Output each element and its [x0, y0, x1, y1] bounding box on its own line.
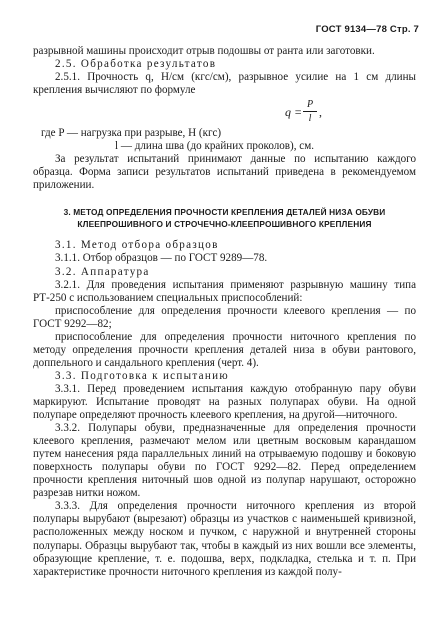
formula-lhs: q = — [285, 105, 303, 120]
paragraph-result: За результат испытаний принимают данные по испытанию каждого образца. Форма записи результатов испытаний приведена в рекомендуемом приложении. — [33, 153, 416, 192]
heading-3-3: 3.3. Подготовка к испытанию — [55, 369, 229, 382]
formula-fraction — [303, 99, 317, 124]
paragraph-tool-2: приспособление для определения прочности ниточного крепления по методу определения прочности крепления деталей низа в обуви рантового, доппельного и сандального крепления (черт. 4). — [33, 330, 416, 369]
formula-denominator: l — [308, 113, 312, 125]
paragraph-2-5-1: 2.5.1. Прочность q, Н/см (кгс/см), разрывное усилие на 1 см длины крепления вычисляют по формуле — [33, 71, 416, 97]
fraction-bar — [303, 111, 317, 112]
heading-3-2: 3.2. Аппаратура — [55, 265, 150, 278]
section-3-title: 3. МЕТОД ОПРЕДЕЛЕНИЯ ПРОЧНОСТИ КРЕПЛЕНИЯ ДЕТАЛЕЙ НИЗА ОБУВИ КЛЕЕПРОШИВНОГО И СТРОЧЕЧНО-КЛЕЕПРОШИВНОГО КРЕПЛЕНИЯ — [63, 207, 386, 230]
formula-where-l: l — длина шва (до крайних проколов), см. — [115, 140, 314, 153]
formula — [33, 99, 416, 127]
paragraph-tool-1: приспособление для определения прочности клеевого крепления — по ГОСТ 9292—82; — [33, 304, 416, 330]
paragraph-3-3-3: 3.3.3. Для определения прочности ниточного крепления из второй полупары вырубают (вырезают) образцы из участков с наименьшей кривизной, расположенных между носком и пучком, с наружной и внутренней стороны полупары. Образцы вырубают так, чтобы в каждый из них вошли все элементы, образующие крепление, т. е. подошва, верх, подкладка, стелька и т. п. При характеристике прочности ниточного крепления из каждой полу- — [33, 500, 416, 578]
formula-comma: , — [319, 105, 322, 120]
heading-3-1: 3.1. Метод отбора образцов — [55, 239, 219, 252]
page-header: ГОСТ 9134—78 Стр. 7 — [315, 24, 419, 35]
paragraph-continuation: разрывной машины происходит отрыв подошвы от ранта или заготовки. — [33, 45, 375, 57]
document-body — [33, 45, 416, 579]
paragraph-3-3-2: 3.3.2. Полупары обуви, предназначенные для определения прочности клеевого крепления, размечают мелом или цветным восковым карандашом путем нанесения ряда параллельных линий на отрываемую подошву и боковую поверхность полупары обуви по ГОСТ 9292—82. Перед определением прочности крепления ниточный шов одной из полупар нарушают, осторожно разрезав нитки ножом. — [33, 422, 416, 500]
heading-2-5: 2.5. Обработка результатов — [55, 58, 217, 71]
paragraph-3-2-1: 3.2.1. Для проведения испытания применяют разрывную машину типа РТ-250 с использованием специальных приспособлений: — [33, 278, 416, 304]
formula-numerator: P — [306, 99, 314, 111]
paragraph-3-3-1: 3.3.1. Перед проведением испытания каждую отобранную пару обуви маркируют. Испытание проводят на разных полупарах обуви. На одной полупаре определяют прочность клеевого крепления, на другой—ниточного. — [33, 382, 416, 422]
formula-where-p: где P — нагрузка при разрыве, Н (кгс) — [41, 127, 222, 140]
paragraph-3-1-1: 3.1.1. Отбор образцов — по ГОСТ 9289—78. — [55, 252, 268, 265]
